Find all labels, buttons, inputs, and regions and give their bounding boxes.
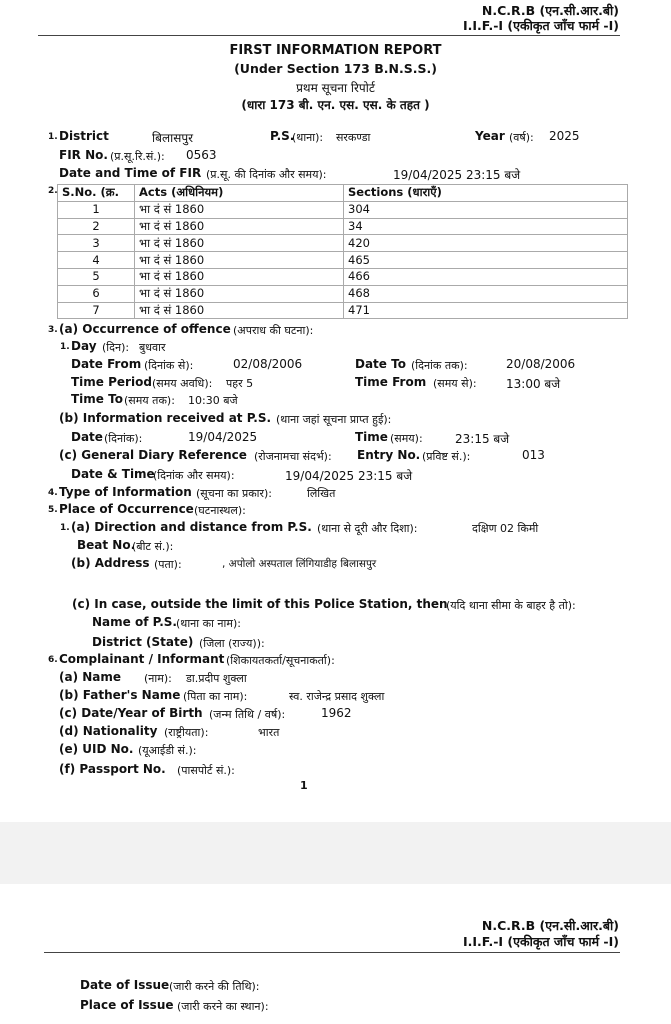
place-label: Place of Occurrence	[59, 502, 194, 516]
time-from-label-hindi: (समय से):	[433, 377, 477, 390]
nationality-label-hindi: (राष्ट्रीयता):	[164, 726, 209, 739]
direction-label-hindi: (थाना से दूरी और दिशा):	[317, 522, 418, 535]
ps-name-label-hindi: (थाना का नाम):	[176, 617, 241, 630]
nationality-value: भारत	[258, 726, 280, 739]
direction-number: 1.	[60, 523, 70, 533]
table-row	[58, 268, 628, 285]
item-6-number: 6.	[48, 655, 58, 665]
outside-limit-label-hindi: (यदि थाना सीमा के बाहर है तो):	[446, 599, 576, 612]
header-sections: Sections (धाराएँ)	[344, 185, 628, 202]
date-to-label-hindi: (दिनांक तक):	[411, 359, 468, 372]
time-period-value: पहर 5	[226, 377, 254, 390]
occurrence-label: (a) Occurrence of offence	[59, 322, 231, 336]
day-label-hindi: (दिन):	[102, 341, 130, 354]
row-section: 465	[344, 252, 628, 269]
father-name-label: (b) Father's Name	[59, 688, 181, 702]
row-act: भा दं सं 1860	[135, 285, 344, 302]
uid-label-hindi: (यूआईडी सं.):	[138, 744, 197, 757]
date-from-label-hindi: (दिनांक से):	[144, 359, 194, 372]
received-date-label: Date	[71, 430, 103, 444]
address-label-hindi: (पता):	[154, 558, 182, 571]
row-act: भा दं सं 1860	[135, 201, 344, 218]
received-date-value: 19/04/2025	[188, 430, 258, 444]
date-from-label: Date From	[71, 357, 142, 371]
item-4-number: 4.	[48, 488, 58, 498]
nationality-label: (d) Nationality	[59, 724, 158, 738]
direction-label: (a) Direction and distance from P.S.	[71, 520, 312, 534]
page-gap	[0, 822, 671, 884]
row-section: 471	[344, 302, 628, 319]
beat-no-label-hindi: (बीट सं.):	[132, 540, 174, 553]
complainant-label-hindi: (शिकायतकर्ता/सूचनाकर्ता):	[226, 654, 335, 667]
item-5-number: 5.	[48, 505, 58, 515]
row-sno: 4	[58, 252, 135, 269]
row-act: भा दं सं 1860	[135, 302, 344, 319]
row-act: भा दं सं 1860	[135, 268, 344, 285]
entry-no-value: 013	[522, 448, 545, 462]
date-to-label: Date To	[355, 357, 406, 371]
item-2-number: 2.	[48, 186, 58, 196]
report-section: (Under Section 173 B.N.S.S.)	[234, 61, 437, 76]
day-number: 1.	[60, 342, 70, 352]
address-value: , अपोलो अस्पताल लिंगियाडीह बिलासपुर	[222, 558, 377, 570]
received-time-label-hindi: (समय):	[390, 432, 423, 445]
row-sno: 7	[58, 302, 135, 319]
gd-datetime-value: 19/04/2025 23:15 बजे	[285, 469, 413, 483]
ps-value: सरकण्डा	[336, 131, 371, 144]
ps-label: P.S.	[270, 129, 295, 143]
header-acts: Acts (अधिनियम)	[135, 185, 344, 202]
row-section: 420	[344, 235, 628, 252]
fir-datetime-label: Date and Time of FIR	[59, 166, 202, 180]
complainant-label: Complainant / Informant	[59, 652, 225, 666]
district-label: District	[59, 129, 109, 143]
page-number: 1	[300, 779, 308, 792]
passport-label-hindi: (पासपोर्ट सं.):	[177, 764, 235, 777]
gd-datetime-label: Date & Time	[71, 467, 155, 481]
form-header: I.I.F.-I (एकीकृत जाँच फार्म -I)	[462, 18, 619, 33]
time-from-value: 13:00 बजे	[506, 377, 561, 391]
received-date-label-hindi: (दिनांक):	[104, 432, 143, 445]
row-section: 304	[344, 201, 628, 218]
issue-place-label-hindi: (जारी करने का स्थान):	[177, 1000, 269, 1013]
time-period-label: Time Period	[71, 375, 152, 389]
gd-reference-label: (c) General Diary Reference	[59, 448, 247, 462]
table-row	[58, 252, 628, 269]
district-state-label: District (State)	[92, 635, 194, 649]
father-name-value: स्व. राजेन्द्र प्रसाद शुक्ला	[289, 690, 385, 703]
item-3-number: 3.	[48, 325, 58, 335]
ps-label-hindi: (थाना):	[292, 131, 324, 144]
header-rule	[38, 35, 620, 36]
row-sno: 5	[58, 268, 135, 285]
report-title: FIRST INFORMATION REPORT	[229, 43, 442, 58]
beat-no-label: Beat No.	[77, 538, 136, 552]
place-label-hindi: (घटनास्थल):	[194, 504, 246, 517]
occurrence-label-hindi: (अपराध की घटना):	[233, 324, 314, 337]
info-received-label: (b) Information received at P.S.	[59, 411, 272, 425]
info-type-value: लिखित	[307, 487, 336, 500]
page2-form-header: I.I.F.-I (एकीकृत जाँच फार्म -I)	[462, 934, 619, 949]
item-1-number: 1.	[48, 132, 58, 142]
row-sno: 3	[58, 235, 135, 252]
issue-place-label: Place of Issue	[80, 998, 174, 1012]
issue-date-label-hindi: (जारी करने की तिथि):	[169, 980, 260, 993]
acts-table-header	[58, 185, 628, 202]
gd-reference-label-hindi: (रोजनामचा संदर्भ):	[254, 450, 332, 463]
dob-label: (c) Date/Year of Birth	[59, 706, 203, 720]
year-label: Year	[475, 129, 505, 143]
fir-datetime-value: 19/04/2025 23:15 बजे	[393, 168, 521, 182]
fir-datetime-label-hindi: (प्र.सू. की दिनांक और समय):	[206, 168, 327, 181]
day-value: बुधवार	[139, 341, 166, 354]
row-sno: 1	[58, 201, 135, 218]
district-state-label-hindi: (जिला (राज्य)):	[199, 637, 265, 650]
info-type-label-hindi: (सूचना का प्रकार):	[196, 487, 273, 500]
info-type-label: Type of Information	[59, 485, 192, 499]
address-label: (b) Address	[71, 556, 150, 570]
acts-table	[57, 184, 628, 319]
ncrb-header: N.C.R.B (एन.सी.आर.बी)	[481, 3, 619, 18]
year-value: 2025	[549, 129, 580, 143]
row-act: भा दं सं 1860	[135, 218, 344, 235]
year-label-hindi: (वर्ष):	[509, 131, 534, 144]
table-row	[58, 302, 628, 319]
received-time-label: Time	[355, 430, 388, 444]
dob-value: 1962	[321, 706, 352, 720]
direction-value: दक्षिण 02 किमी	[472, 522, 539, 535]
table-row	[58, 235, 628, 252]
outside-limit-label: (c) In case, outside the limit of this Police Station, then	[72, 597, 448, 611]
received-time-value: 23:15 बजे	[455, 432, 510, 446]
day-label: Day	[71, 339, 97, 353]
row-section: 468	[344, 285, 628, 302]
father-name-label-hindi: (पिता का नाम):	[183, 690, 248, 703]
header-sno: S.No. (क्र.	[58, 185, 135, 202]
page2-header-rule	[44, 952, 620, 953]
table-row	[58, 285, 628, 302]
row-sno: 6	[58, 285, 135, 302]
date-from-value: 02/08/2006	[233, 357, 303, 371]
fir-no-label: FIR No.	[59, 148, 108, 162]
row-section: 466	[344, 268, 628, 285]
name-value: डा.प्रदीप शुक्ला	[186, 672, 247, 685]
row-sno: 2	[58, 218, 135, 235]
row-act: भा दं सं 1860	[135, 252, 344, 269]
page2-ncrb-header: N.C.R.B (एन.सी.आर.बी)	[481, 918, 619, 933]
time-to-value: 10:30 बजे	[188, 394, 238, 407]
gd-datetime-label-hindi: (दिनांक और समय):	[153, 469, 235, 482]
time-period-label-hindi: (समय अवधि):	[152, 377, 213, 390]
fir-no-value: 0563	[186, 148, 217, 162]
row-section: 34	[344, 218, 628, 235]
row-act: भा दं सं 1860	[135, 235, 344, 252]
name-label: (a) Name	[59, 670, 122, 684]
dob-label-hindi: (जन्म तिथि / वर्ष):	[209, 708, 286, 721]
time-to-label-hindi: (समय तक):	[124, 394, 175, 407]
entry-no-label-hindi: (प्रविष्ट सं.):	[422, 450, 471, 463]
time-from-label: Time From	[355, 375, 427, 389]
table-row	[58, 201, 628, 218]
name-label-hindi: (नाम):	[144, 672, 172, 685]
passport-label: (f) Passport No.	[59, 762, 166, 776]
uid-label: (e) UID No.	[59, 742, 134, 756]
issue-date-label: Date of Issue	[80, 978, 170, 992]
district-value: बिलासपुर	[152, 131, 194, 145]
date-to-value: 20/08/2006	[506, 357, 576, 371]
table-row	[58, 218, 628, 235]
report-title-hindi: प्रथम सूचना रिपोर्ट	[296, 81, 375, 95]
info-received-label-hindi: (थाना जहां सूचना प्राप्त हुई):	[276, 413, 392, 426]
fir-no-label-hindi: (प्र.सू.रि.सं.):	[110, 150, 165, 163]
report-section-hindi: (धारा 173 बी. एन. एस. एस. के तहत )	[241, 98, 430, 112]
time-to-label: Time To	[71, 392, 123, 406]
ps-name-label: Name of P.S.	[92, 615, 177, 629]
entry-no-label: Entry No.	[357, 448, 421, 462]
